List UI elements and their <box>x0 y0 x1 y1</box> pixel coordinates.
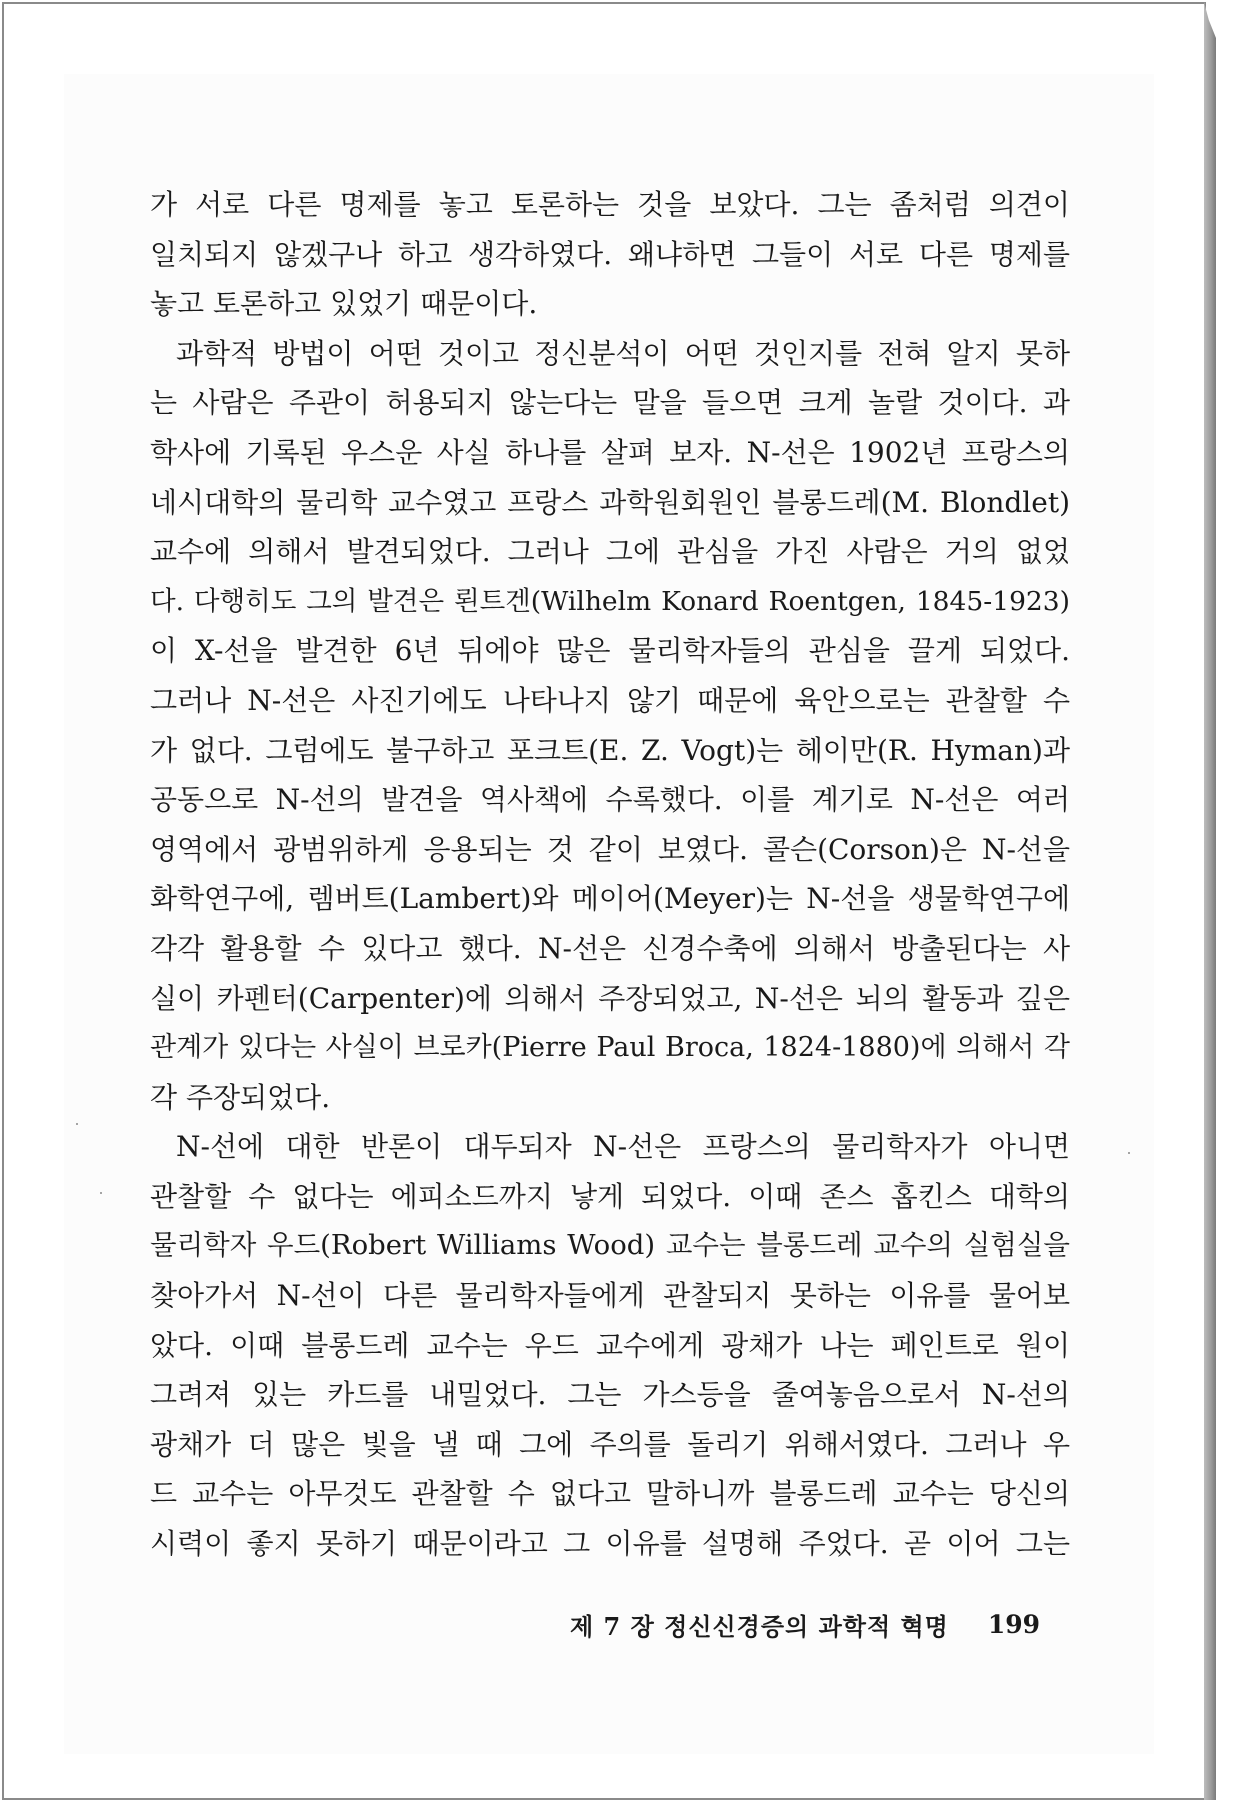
text-line: 이 X-선을 발견한 6년 뒤에야 많은 물리학자들의 관심을 끌게 되었다. <box>150 634 1070 668</box>
text-line: 관찰할 수 없다는 에피소드까지 낳게 되었다. 이때 존스 홉킨스 대학의 <box>150 1179 1070 1213</box>
text-line: 찾아가서 N-선이 다른 물리학자들에게 관찰되지 못하는 이유를 물어보 <box>150 1279 1070 1313</box>
page-number: 199 <box>987 1609 1040 1639</box>
text-line: 시력이 좋지 못하기 때문이라고 그 이유를 설명해 주었다. 곧 이어 그는 <box>150 1527 1070 1561</box>
text-line: 그러나 N-선은 사진기에도 나타나지 않기 때문에 육안으로는 관찰할 수 <box>150 683 1070 717</box>
text-line: 네시대학의 물리학 교수였고 프랑스 과학원회원인 블롱드레(M. Blondlet) <box>150 485 1070 519</box>
text-line: 놓고 토론하고 있었기 때문이다. <box>150 287 538 321</box>
text-line: 각 주장되었다. <box>150 1080 331 1114</box>
text-line: 학사에 기록된 우스운 사실 하나를 살펴 보자. N-선은 1902년 프랑스의 <box>150 435 1070 469</box>
text-line: 았다. 이때 블롱드레 교수는 우드 교수에게 광채가 나는 페인트로 원이 <box>150 1328 1070 1362</box>
text-line: 는 사람은 주관이 허용되지 않는다는 말을 들으면 크게 놀랄 것이다. 과 <box>150 386 1070 420</box>
text-line: 다. 다행히도 그의 발견은 뢴트겐(Wilhelm Konard Roentgen, 1845-1923) <box>150 585 1070 617</box>
text-line: 물리학자 우드(Robert Williams Wood) 교수는 블롱드레 교수의 실험실을 <box>150 1229 1070 1262</box>
page-body-text <box>150 180 1070 1569</box>
text-line: 각각 활용할 수 있다고 했다. N-선은 신경수축에 의해서 방출된다는 사 <box>150 931 1070 965</box>
text-line: 가 서로 다른 명제를 놓고 토론하는 것을 보았다. 그는 좀처럼 의견이 <box>150 188 1070 221</box>
text-line: 가 없다. 그럼에도 불구하고 포크트(E. Z. Vogt)는 헤이만(R. Hyman)과 <box>150 733 1070 767</box>
text-line: 드 교수는 아무것도 관찰할 수 없다고 말하니까 블롱드레 교수는 당신의 <box>150 1477 1070 1511</box>
text-line: 화학연구에, 렘버트(Lambert)와 메이어(Meyer)는 N-선을 생물학연구에 <box>150 882 1070 916</box>
scan-speck <box>100 1192 102 1194</box>
scan-speck <box>1128 1152 1130 1154</box>
paragraph-start-line: N-선에 대한 반론이 대두되자 N-선은 프랑스의 물리학자가 아니면 <box>176 1130 1070 1164</box>
text-line: 공동으로 N-선의 발견을 역사책에 수록했다. 이를 계기로 N-선은 여러 <box>150 783 1070 817</box>
text-line: 영역에서 광범위하게 응용되는 것 같이 보였다. 콜슨(Corson)은 N-선을 <box>150 832 1070 866</box>
text-line: 실이 카펜터(Carpenter)에 의해서 주장되었고, N-선은 뇌의 활동과 깊은 <box>150 981 1070 1015</box>
text-line: 관계가 있다는 사실이 브로카(Pierre Paul Broca, 1824-1880)에 의해서 각 <box>150 1032 1070 1064</box>
paragraph-start-line: 과학적 방법이 어떤 것이고 정신분석이 어떤 것인지를 전혀 알지 못하 <box>176 336 1070 370</box>
text-line: 교수에 의해서 발견되었다. 그러나 그에 관심을 가진 사람은 거의 없었 <box>150 535 1070 569</box>
running-footer <box>570 1604 1040 1644</box>
chapter-title: 제 7 장 정신신경증의 과학적 혁명 <box>570 1611 949 1641</box>
text-line: 그려져 있는 카드를 내밀었다. 그는 가스등을 줄여놓음으로서 N-선의 <box>150 1378 1070 1412</box>
page-stack-edge <box>1204 2 1216 1800</box>
text-line: 일치되지 않겠구나 하고 생각하였다. 왜냐하면 그들이 서로 다른 명제를 <box>150 237 1070 271</box>
text-line: 광채가 더 많은 빛을 낼 때 그에 주의를 돌리기 위해서였다. 그러나 우 <box>150 1427 1070 1461</box>
scan-speck <box>76 1123 78 1125</box>
